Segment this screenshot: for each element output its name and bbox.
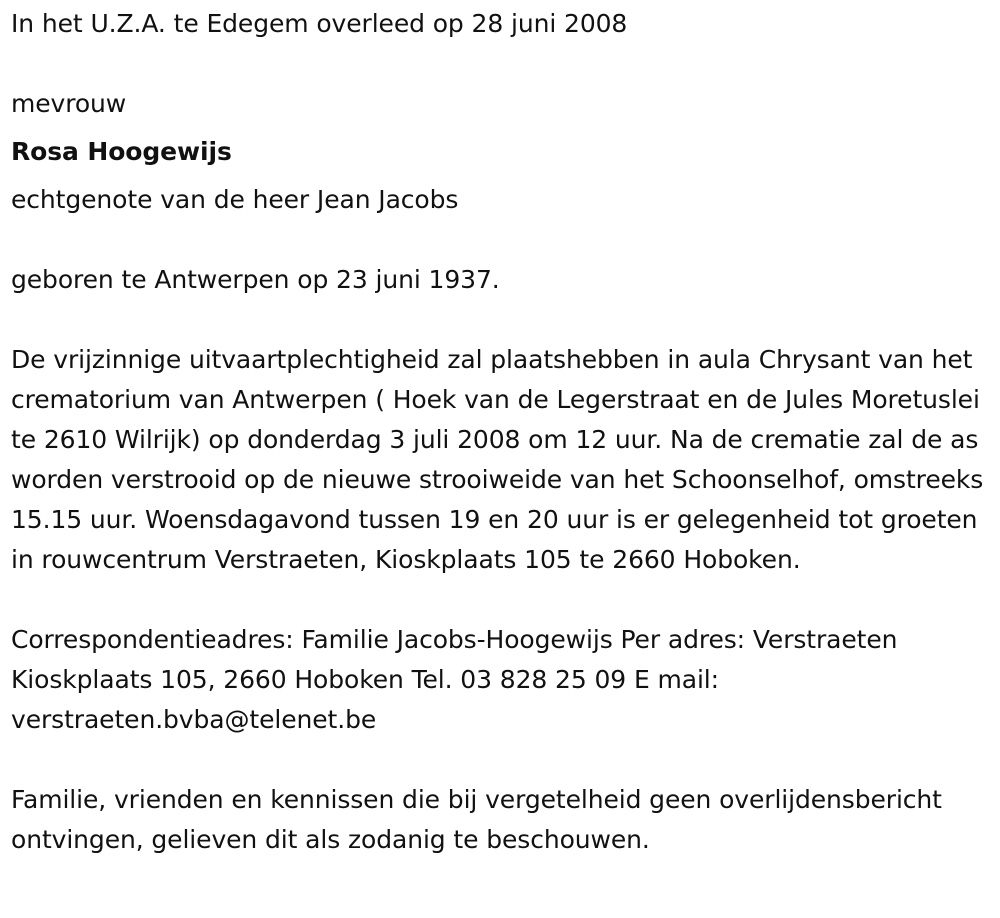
spouse-line: echtgenote van de heer Jean Jacobs	[11, 185, 459, 214]
honorific: mevrouw	[11, 89, 127, 118]
death-notice	[11, 4, 996, 860]
birth-line: geboren te Antwerpen op 23 juni 1937.	[11, 265, 500, 294]
deceased-name: Rosa Hoogewijs	[11, 137, 232, 166]
death-line: In het U.Z.A. te Edegem overleed op 28 juni 2008	[11, 9, 628, 38]
ceremony-paragraph: De vrijzinnige uitvaartplechtigheid zal plaatshebben in aula Chrysant van het crematorium van Antwerpen ( Hoek van de Legerstraat en de Jules Moretuslei te 2610 Wilrijk) op donderdag 3 juli 2008 om 12 uur. Na de crematie zal de as worden verstrooid op de nieuwe strooiweide van het Schoonselhof, omstreeks 15.15 uur. Woensdagavond tussen 19 en 20 uur is er gelegenheid tot groeten in rouwcentrum Verstraeten, Kioskplaats 105 te 2660 Hoboken.	[11, 345, 992, 574]
correspondence-text: Correspondentieadres: Familie Jacobs-Hoogewijs Per adres: Verstraeten Kioskplaats 105, 2660 Hoboken Tel. 03 828 25 09 E mail:	[11, 625, 906, 694]
email-address: verstraeten.bvba@telenet.be	[11, 705, 377, 734]
closing-paragraph: Familie, vrienden en kennissen die bij vergetelheid geen overlijdensbericht ontvingen, gelieven dit als zodanig te beschouwen.	[11, 785, 950, 854]
correspondence-paragraph	[11, 620, 996, 740]
